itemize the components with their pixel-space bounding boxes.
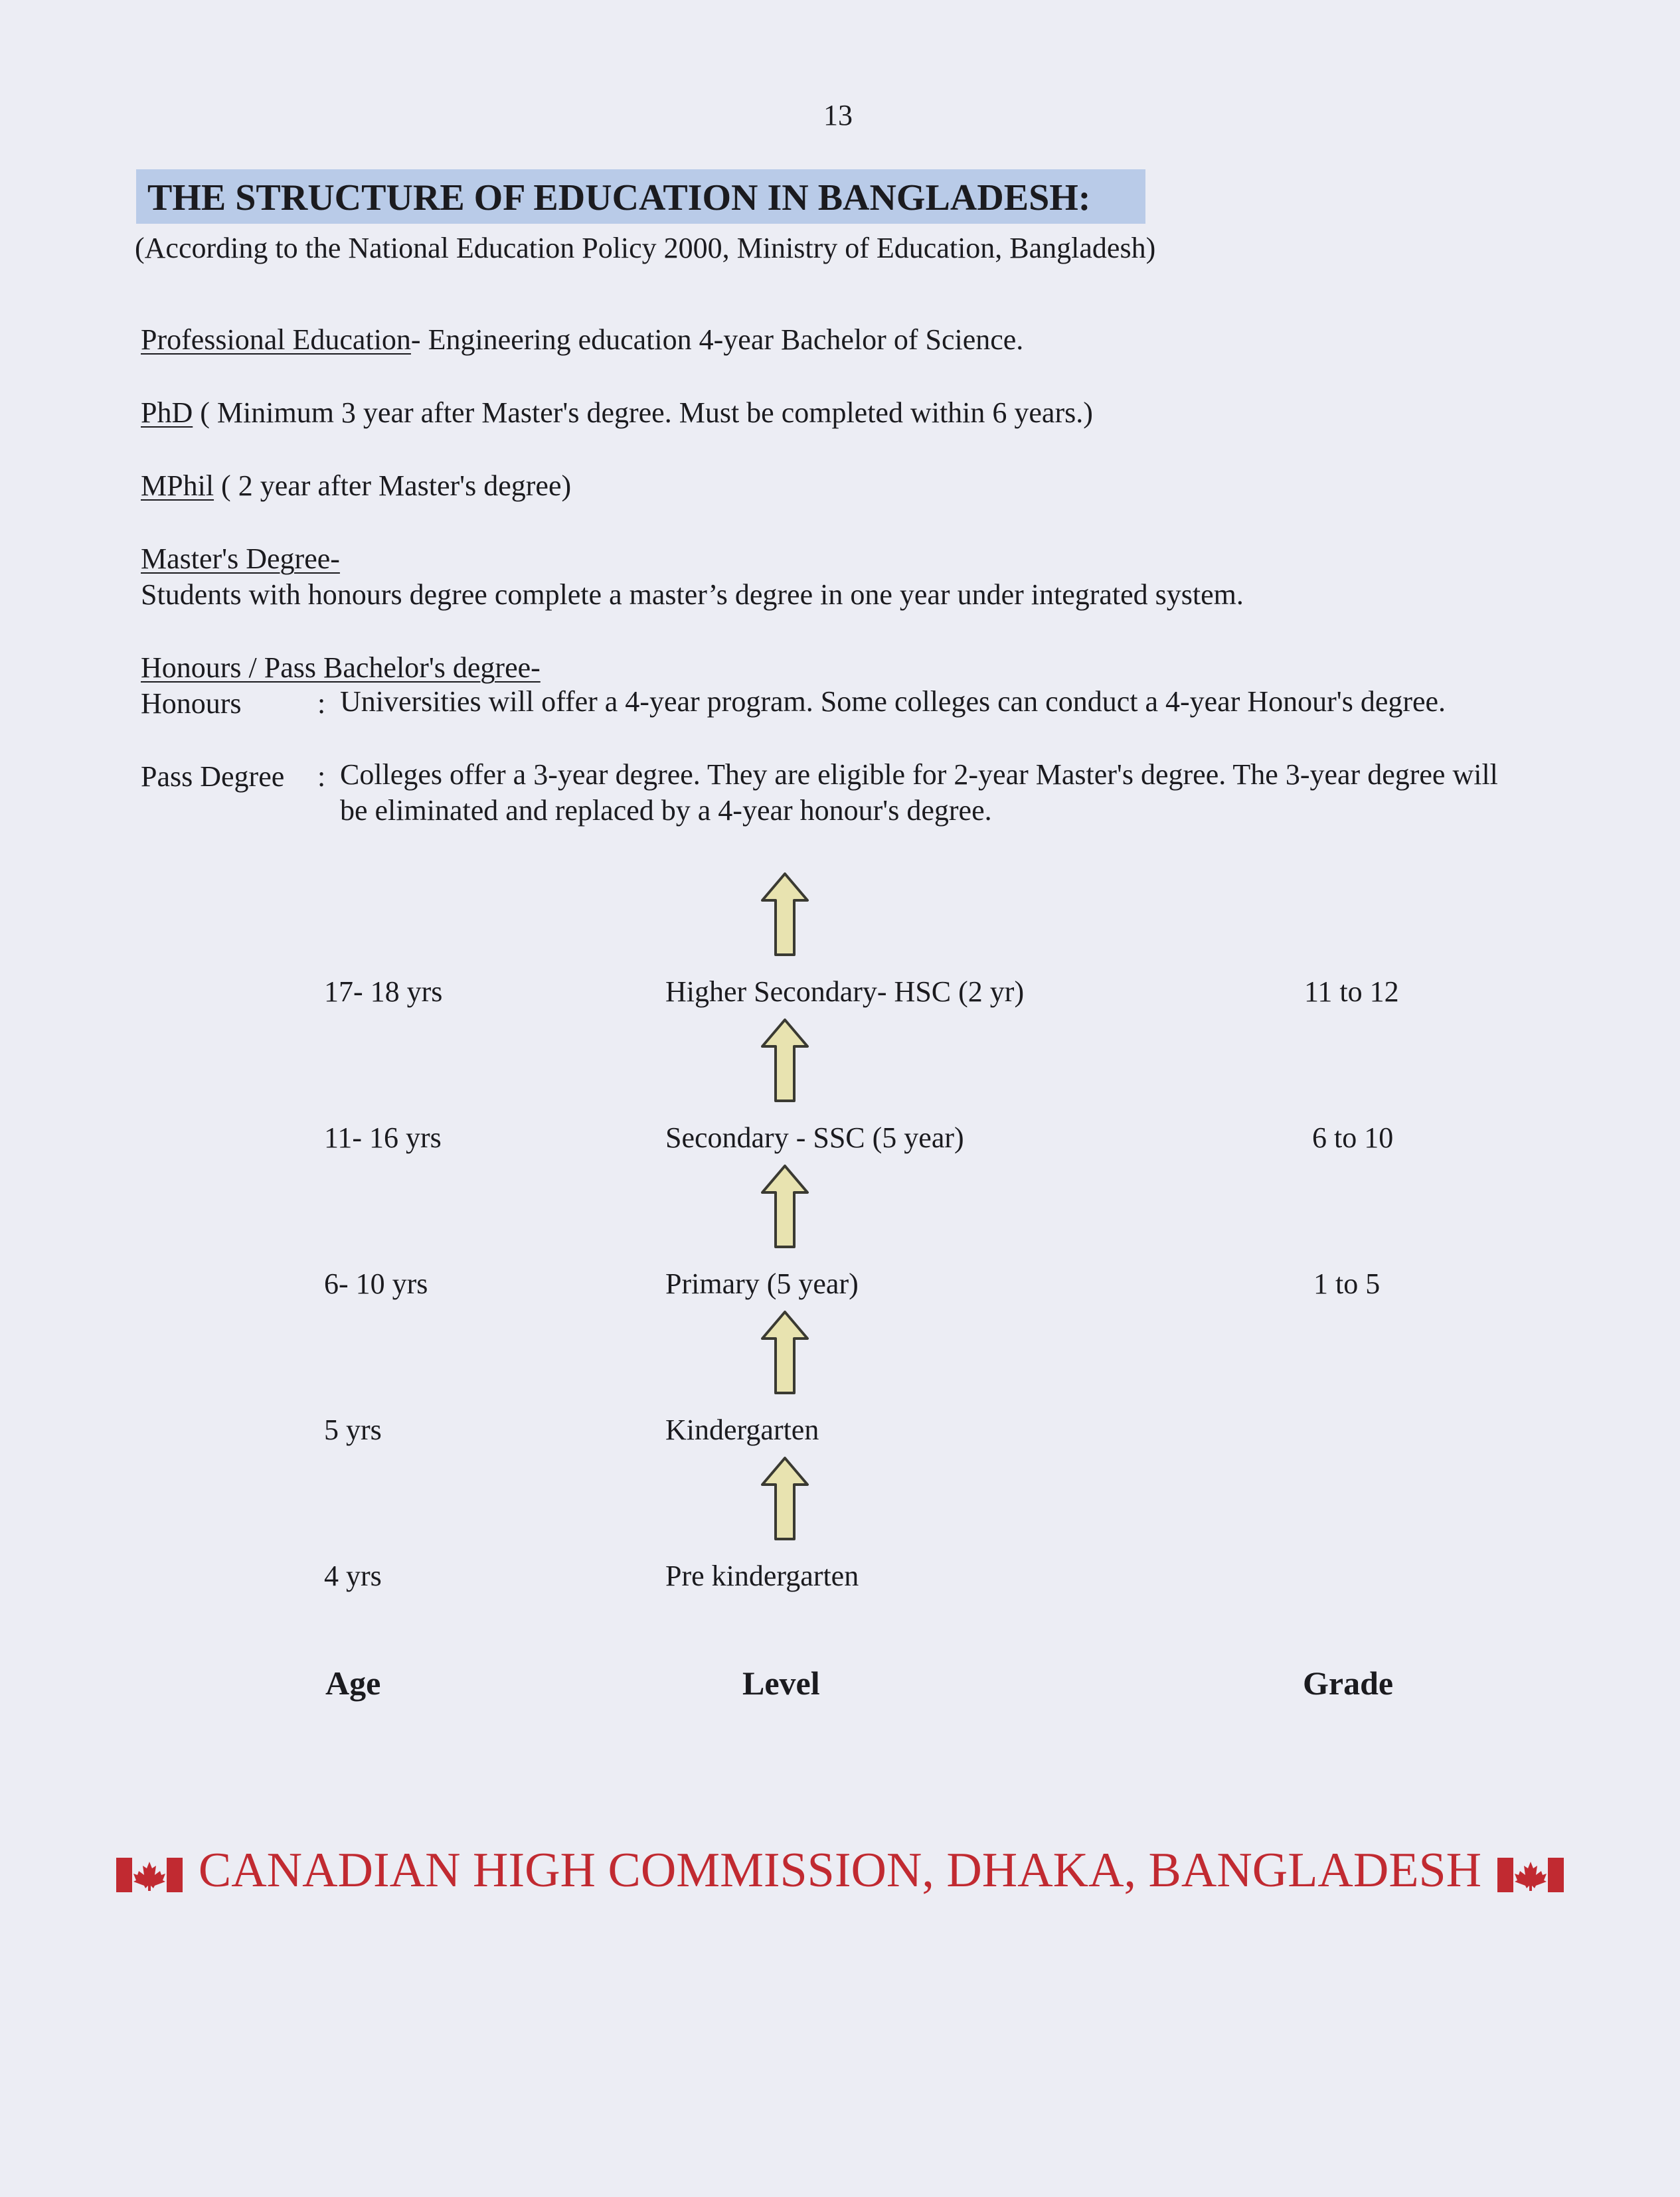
page-title: THE STRUCTURE OF EDUCATION IN BANGLADESH:: [147, 177, 1091, 218]
level-cell: Pre kindergarten: [665, 1560, 859, 1592]
level-column-header: Level: [742, 1665, 820, 1702]
up-arrow-icon: [758, 871, 811, 957]
mphil-line: [141, 469, 571, 503]
masters-heading: [141, 542, 340, 576]
bachelor-heading: [141, 651, 541, 685]
phd-label: PhD: [141, 396, 193, 429]
mphil-label: MPhil: [141, 469, 214, 502]
bachelor-label: Honours / Pass Bachelor's degree-: [141, 651, 541, 684]
age-cell: 6- 10 yrs: [324, 1267, 428, 1300]
canada-flag-icon: [116, 1858, 183, 1892]
level-cell: Primary (5 year): [665, 1267, 859, 1300]
level-cell: Secondary - SSC (5 year): [665, 1121, 964, 1154]
up-arrow-icon: [758, 1163, 811, 1250]
canada-flag-icon: [1497, 1858, 1564, 1892]
age-cell: 4 yrs: [324, 1560, 382, 1592]
phd-line: [141, 396, 1093, 430]
professional-education-text: - Engineering education 4-year Bachelor of Science.: [410, 323, 1024, 356]
honours-label: Honours: [141, 687, 242, 720]
grade-column-header: Grade: [1303, 1665, 1394, 1702]
pass-degree-colon: :: [317, 760, 326, 793]
professional-education-line: [141, 323, 1023, 357]
pass-degree-label: Pass Degree: [141, 760, 285, 793]
page-subtitle: (According to the National Education Policy 2000, Ministry of Education, Bangladesh): [135, 232, 1156, 264]
up-arrow-icon: [758, 1455, 811, 1542]
professional-education-label: Professional Education: [141, 323, 411, 356]
honours-text: Universities will offer a 4-year program. Some colleges can conduct a 4-year Honour's degree.: [340, 685, 1446, 718]
footer-text: CANADIAN HIGH COMMISSION, DHAKA, BANGLADESH: [198, 1843, 1482, 1898]
page-number: 13: [823, 99, 853, 131]
up-arrow-icon: [758, 1017, 811, 1103]
pass-degree-text: Colleges offer a 3-year degree. They are eligible for 2-year Master's degree. The 3-year degree will be eliminated and replaced by a 4-year honour's degree.: [340, 758, 1498, 827]
age-cell: 5 yrs: [324, 1414, 382, 1446]
mphil-text: ( 2 year after Master's degree): [214, 469, 572, 502]
footer-banner: [0, 1842, 1680, 1899]
grade-cell: 11 to 12: [1304, 975, 1399, 1008]
age-column-header: Age: [325, 1665, 381, 1702]
age-cell: 11- 16 yrs: [324, 1121, 442, 1154]
masters-text: Students with honours degree complete a master’s degree in one year under integrated system.: [141, 578, 1244, 611]
grade-cell: 6 to 10: [1312, 1121, 1394, 1154]
honours-colon: :: [317, 687, 326, 720]
age-cell: 17- 18 yrs: [324, 975, 443, 1008]
phd-text: ( Minimum 3 year after Master's degree. Must be completed within 6 years.): [193, 396, 1093, 429]
up-arrow-icon: [758, 1309, 811, 1396]
grade-cell: 1 to 5: [1313, 1267, 1381, 1300]
level-cell: Kindergarten: [665, 1414, 819, 1446]
level-cell: Higher Secondary- HSC (2 yr): [665, 975, 1025, 1008]
masters-label: Master's Degree-: [141, 542, 340, 575]
